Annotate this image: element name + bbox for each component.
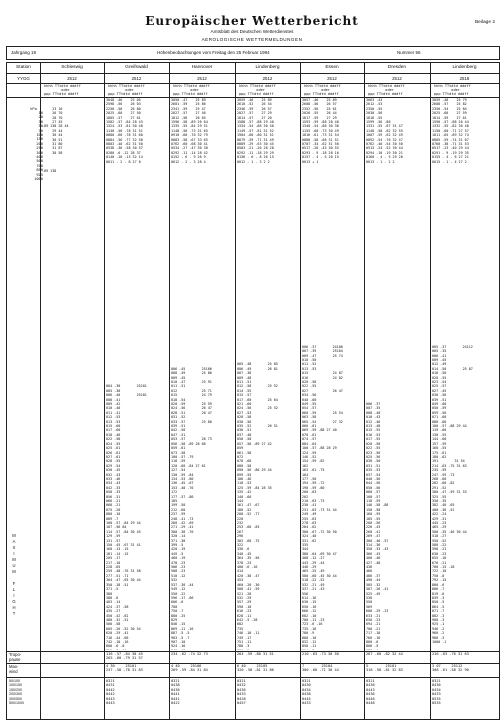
data-grid: [6, 62, 500, 720]
maxwind-data: 4 30 25101 237 -58 -78 31 83: [106, 664, 143, 673]
station-name: Lindenberg: [452, 65, 477, 70]
tropopause-data: 234 -62 -74 32 73: [171, 652, 208, 656]
upper-air-data: 3048 -46 25 05 2598 -56 26 03 2250 -58 26 80 2025 -60 27 50 1805 -57 27 61 1582 -57 -84 28 43 1324 -53 -81 30 48 1140 -56 -78 31 51 0880 -60 -78 31 60 0884 -56 -77 32 58 0803 -40 -62 31 50 0538 -36 -58 30 57 0280 -6 -12 28 37 0140 -10 -13 32 14 0011 - 2 - 8 27 8: [106, 98, 143, 164]
level-30: 30: [38, 119, 43, 124]
column-header: hhhh TTtdtd dddff oder ppp TTtdtd dddff: [239, 84, 276, 97]
report-title: Europäischer Wetterbericht: [145, 14, 359, 28]
level-300: 300: [36, 150, 43, 155]
issue-number: Nummer 56: [397, 50, 421, 55]
level-500: 500: [36, 159, 43, 164]
station-code: 2512: [67, 76, 77, 81]
station-name: Essen: [325, 65, 339, 70]
upper-air-data: 23 16 26 70 28 70 27 45 -89 138 28 44 29 44 30 44 30 51 31 80 31 87 30 58 -89 138: [42, 106, 69, 173]
maxwind-data: 3 07 25112 308 -61 -58 32 90: [432, 664, 469, 673]
tropopause-data: 116 -57 -84 30 45 265 -60 -79 31 57: [106, 652, 143, 661]
level-1000: 1000: [34, 177, 43, 182]
level-250: 250: [36, 146, 43, 151]
maxwind-data: 7 25104 300 -60 -71 30 44: [302, 664, 339, 673]
column-header: hhhh TTtdtd dddff oder ppp TTtdtd dddff: [173, 84, 210, 97]
station-name: Hannover: [191, 65, 213, 70]
level-850: 850: [36, 168, 43, 173]
level-100: 100: [36, 133, 43, 138]
tropopause-data: 267 -60 -82 32 44: [366, 652, 403, 656]
station-header: Station: [16, 65, 31, 70]
station-code: 2518: [459, 76, 470, 81]
station-name: Lindenberg: [255, 65, 280, 70]
level-50: 50: [38, 124, 43, 129]
layer-data: 0321 0436 0434 0433 0535 0535: [432, 679, 441, 706]
significant-levels: 006 -45 25106 008 -49 25 80 009 -45 010 -47 25 91 011 -51 012 25 71 015 24 79 018 -54 020 -59 25 59 024 -56 26 47 028 -51 26 47 031 -52 033 -57 25 80 039 -51 042 -50 047 -51 053 -57 28 73 056 -58 -89 28 66 059 -61 073 -58 100 -57 -79 118 -59 120 -60 -84 27 61 127 -54 130 -59 -84 134 -53 -80 136 -45 -67 153 -40 -70 172 177 -57 -80 185 199 -50 212 -60 237 -59 248 -41 -73 260 -42 -69 271 -29 -41 300 -38 -70 320 -14 371 -38 399 -5 420 -19 449 -5 460 -19 478 -23 506 -23 508 -23 510 -12 532 537 -30 -44 549 -12 550 -22 596 -17 -66 606 -6 700 750 -7 800 -25 829 846 -15 869 -11 -16 887 -5 -5 903 -5 -7 907 -10 924 -16: [171, 366, 212, 649]
level-70: 70: [38, 128, 43, 133]
station-name: Greifswald: [125, 65, 148, 70]
station-code: 2512: [327, 76, 337, 81]
pressure-levels: [21, 111, 43, 182]
column-header: hhhh TTtdtd dddff oder ppp TTtdtd dddff: [44, 84, 81, 97]
layer-data: 0321 0438 0436 0441 0441 0422: [171, 679, 180, 706]
beilage-label: Beilage 2: [474, 20, 495, 25]
significant-levels: 005 -48 25 85 006 -49 26 81 007 -38 009 -48 011 -51 012 -58 25 52 014 -55 015 -57 017 -60 25 64 021 -60 024 -56 25 52 027 -53 028 -58 030 -56 035 -52 26 51 036 -51 037 -48 050 -50 057 -58 -89 27 42 059 061 -58 072 078 -60 080 -58 090 -56 -86 29 44 099 -55 106 -46 118 -53 125 -59 -84 28 35 135 -42 140 -60 144 161 -47 -67 180 -52 200 -52 -77 220 232 253 -60 -83 267 296 303 -60 -75 322 330 -6 340 -45 364 -35 -56 378 -23 400 -6 -16 414 420 -30 -47 453 460 -20 -30 500 -41 -59 521 -28 532 -29 557 -29 590 -10 616 -23 628 -11 642 -5 -28 682 735 746 -10 -11 749 -17 751 -11 788 -3: [237, 362, 278, 649]
station-code: 2512: [262, 76, 273, 81]
column-header: hhhh TTtdtd dddff oder ppp TTtdtd dddff: [434, 84, 471, 97]
level-700: 700: [36, 163, 43, 168]
column-header: hhhh TTtdtd dddff oder ppp TTtdtd dddff: [368, 84, 405, 97]
significant-levels: 006 -37 24100 007 -39 25104 009 -47 25 74 010 -50 011 -52 013 -53 015 24 87 016 24 82 020 -58 022 -55 027 26 47 034 -56 040 -60 049 -55 054 -57 060 -59 25 54 063 -58 065 -54 27 32 066 -61 069 -59 -88 27 40 070 -61 074 -57 084 -64 100 -57 -88 28 29 124 -59 146 -52 154 -59 -82 162 163 -61 -75 164 177 -50 194 -59 -72 198 -59 -80 200 -63 202 210 -63 -73 230 -41 231 -63 -73 31 44 249 -49 255 -63 278 -63 284 -62 300 -67 -72 30 50 324 -40 331 -62 335 344 380 -64 -69 30 47 408 -12 -27 443 -29 -44 446 -29 465 -25 -49 500 -60 -45 30 44 518 -22 -52 532 -21 -49 537 -21 -43 556 614 -16 630 -15 650 -16 666 -12 682 -10 700 -11 -23 723 -6 -16 735 -16 780 -9 800 -10 832 -12 850 -11: [302, 344, 343, 649]
significant-levels: 006 -37 007 -35 008 -40 010 -43 012 -46 013 -48 015 -55 016 -53 017 -55 020 -58 022 -55 023 -56 025 -56 030 -50 031 -51 035 -53 037 -54 040 -56 044 -56 050 -56 080 -57 100 -57 118 -59 146 -58 -88 150 -58 160 -59 185 -55 200 -56 226 -43 260 -41 269 -47 300 -46 -57 314 -36 350 -33 -43 366 -43 400 -46 427 -48 436 466 486 -37 490 -44 505 -32 507 -26 -41 525 -49 538 550 569 600 -29 -23 633 -21 650 -23 694 -21 700 -21 717 -18 760 -16 800 -6 806 -5: [366, 402, 389, 649]
layer-data: 0321 0436 0443 0436 0446 0448: [366, 679, 375, 706]
upper-air-data: 3057 -46 25 89 2608 -56 26 57 2352 -56 25 61 2026 -55 26 44 1817 -59 27 29 1593 -59 -88 28 40 1340 -54 -86 30 38 1155 -60 -73 30 49 1016 -61 -73 31 54 0888 -58 -68 31 51 0707 -34 -62 31 50 0517 -26 -43 30 55 0293 - 9 -18 28 16 0157 - 4 - 5 28 15 0013 + 1: [302, 98, 339, 164]
observation-date: Höhenbeobachtungen vom Freitag den 25 Februar 1994: [157, 50, 270, 55]
maxwind-label: Max- wind: [9, 664, 19, 674]
station-code: 2512: [392, 76, 402, 81]
upper-air-data: 3059 -48 25 79 2608 -57 25 82 2350 -54 25 84 2025 -60 27 59 1814 -59 27 61 1590 -57 -88 26 44 1332 -55 -82 30 48 1150 -60 -71 27 57 1011 -65 -89 32 74 0885 -59 -74 31 67 0760 -38 -71 31 53 0517 -23 -40 29 44 0291 - 9 -19 29 35 0155 - 4 - 6 27 21 0015 - 1 - 4 27 2: [432, 98, 469, 164]
hpa-label: hPa: [30, 107, 37, 111]
tropopause-data: 216 -63 -76 31 63: [432, 652, 469, 656]
layer-data: 0321 0432 0436 0433 0428 0457: [237, 679, 246, 706]
jahrgang: Jahrgang 19: [11, 50, 37, 55]
significant-levels: [42, 98, 75, 650]
info-bar: [6, 46, 500, 60]
bottom-levels: 50/100 100/150 150/200 200/300 300/500 500/1000: [9, 679, 24, 706]
maxwind-data: 6 40 25105 320 -58 -81 31 86: [237, 664, 274, 673]
code-header: YYGG: [17, 76, 30, 81]
maxwind-data: 4 40 25106 269 -59 -84 31 84: [171, 664, 208, 673]
upper-air-data: 3059 -46 25 89 2610 -52 26 54 2346 -59 26 57 2027 -57 27 29 1814 -57 27 20 1588 -57 -88 29 40 1334 -54 -86 30 40 1149 -57 -81 31 52 1904 -60 -80 31 51 0879 -59 -71 31 49 0889 -29 -63 30 45 0503 -21 -26 28 28 0292 -11 -18 29 29 0156 - 6 - 8 26 15 0012 - 1 - 3 2 2: [237, 98, 274, 164]
layer-data: 0321 0431 0442 0442 0443 0443: [106, 679, 115, 706]
maxwind-data: 5 25101 318 -58 -81 32 83: [366, 664, 403, 673]
station-name: Schleswig: [61, 65, 83, 70]
tropopause-label: Tropo- pause: [9, 652, 22, 662]
level-20: 20: [38, 115, 43, 120]
layer-data: 0321 0430 0434 0438 0445 0433: [302, 679, 311, 706]
level-150: 150: [36, 137, 43, 142]
column-header: hhhh TTtdtd dddff oder ppp TTtdtd dddff: [108, 84, 145, 97]
side-label: M A X I M U M F L I G H T: [12, 533, 16, 616]
level-10: 10: [38, 111, 43, 115]
station-name: Dresden: [387, 65, 407, 70]
significant-levels: 005 -37 24112 005 -35 006 -41 009 -45 012 -49 014 -50 25 87 016 -50 020 -55 023 -54 025 -57 027 -45 030 -56 039 -51 049 -60 050 -59 059 -56 071 -60 080 -60 100 -57 -88 29 44 119 -60 130 -55 144 -60 157 -59 160 -55 175 -61 180 -62 191 31 54 214 -63 -75 31 63 235 -59 247 -59 -73 268 -60 282 -60 -82 291 -52 300 -47 -59 31 53 325 -55 350 -35 382 -40 -65 400 -36 -52 422 -24 429 -31 445 -23 465 -29 500 -35 -46 30 44 518 -27 550 -52 580 -22 598 -21 630 -23 655 -16 676 -21 700 -15 -18 722 -10 750 -8 792 -15 800 -6 806 -7 819 -6 839 -3 850 -5 864 -5 871 -7 882 -3 900 -3 925 -1 946 -2 960 -2 980 -3 1000 -1: [432, 344, 473, 644]
tropopause-data: 210 -63 -73 30 50: [302, 652, 339, 656]
level-200: 200: [36, 141, 43, 146]
section-title: AEROLOGISCHE WETTERMELDUNGEN: [201, 37, 303, 42]
level-400: 400: [36, 155, 43, 160]
level-925: 925: [36, 172, 43, 177]
tropopause-data: 264 -59 -80 31 51: [237, 652, 274, 656]
report-subtitle: Amtsblatt des Deutschen Wetterdienstes: [210, 29, 294, 34]
upper-air-data: 3050 -47 25 89 2601 -59 25 86 2341 -59 25 47 2027 -57 27 46 1812 -58 28 65 1596 -58 -89 26 64 1335 -55 -84 29 51 1148 -58 -73 31 65 0910 -60 -70 32 79 0883 -58 -67 33 65 0762 -60 -68 30 41 0534 -27 -47 30 38 0292 -11 -14 28 42 0152 - 6 - 9 26 9 0012 - 2 - 3 28 4: [171, 98, 208, 164]
column-header: hhhh TTtdtd dddff oder ppp TTtdtd dddff: [304, 84, 341, 97]
upper-air-data: 3063 -43 2612 -53 2350 -55 2030 -56 1816 -55 1599 -56 -86 1331 -55 -87 31 47 1148 -58 -82 32 55 1007 -59 -62 32 49 0892 -54 -76 32 47 0762 -40 -54 30 50 0513 -24 -52 30 44 0294 -10 -19 30 21 0160 - 4 - 5 29 20 0013 - 1 - 2 2: [366, 98, 403, 164]
station-code: 2512: [197, 76, 207, 81]
station-code: 2512: [131, 76, 142, 81]
significant-levels: 004 -30 25101 005 -38 006 -40 25101 008 -41 009 -42 010 -40 011 -41 012 -53 013 -53 015 -60 017 -60 018 -46 022 -58 024 -55 025 -61 026 -61 027 -61 028 -55 029 -54 030 -45 032 -43 033 -46 034 -43 042 -33 050 -33 056 -31 066 -21 068 -21 075 -20 080 -10 089 -7 100 -57 -84 29 44 107 -56 84 114 -57 -84 30 45 129 -59 131 -57 150 -45 -67 31 41 160 -13 -15 181 -14 -15 205 -17 217 -10 228 -65 259 -48 -76 31 58 277 -51 -71 304 -47 -65 30 44 350 -18 -51 371 -5 380 388 -6 403 -14 424 -37 -58 435 -27 450 -42 -62 480 -32 -51 500 -58 605 -26 -52 30 54 620 -29 -41 716 -44 -66 742 -10 -16 800 -6 -8: [106, 384, 147, 649]
